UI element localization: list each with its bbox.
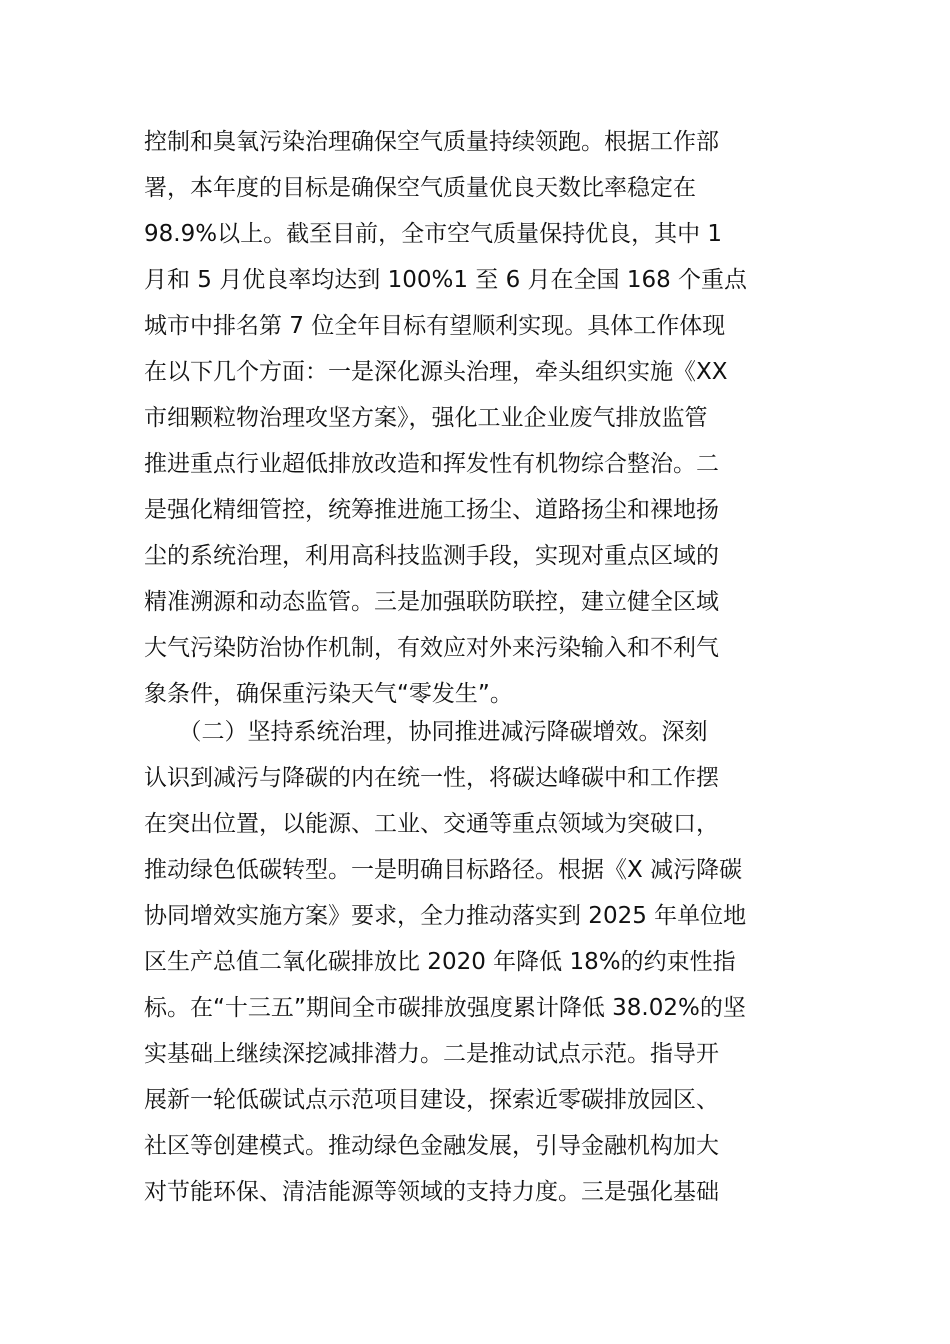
text-line: 大气污染防治协作机制，有效应对外来污染输入和不利气 [144, 635, 719, 661]
text-line: 市细颗粒物治理攻坚方案》，强化工业企业废气排放监管 [144, 405, 708, 431]
section-heading-line: （二）坚持系统治理，协同推进减污降碳增效。深刻 [144, 719, 708, 745]
text-line: 城市中排名第 7 位全年目标有望顺利实现。具体工作体现 [144, 313, 726, 339]
text-line: 推进重点行业超低排放改造和挥发性有机物综合整治。二 [144, 451, 719, 477]
text-line: 在突出位置，以能源、工业、交通等重点领域为突破口， [144, 811, 719, 837]
paragraph-air-quality [144, 119, 814, 717]
text-line: 月和 5 月优良率均达到 100%1 至 6 月在全国 168 个重点 [144, 267, 748, 293]
text-line: 是强化精细管控，统筹推进施工扬尘、道路扬尘和裸地扬 [144, 497, 719, 523]
text-line: 精准溯源和动态监管。三是加强联防联控，建立健全区域 [144, 589, 719, 615]
paragraph-carbon-reduction [144, 709, 814, 1215]
text-line: 对节能环保、清洁能源等领域的支持力度。三是强化基础 [144, 1179, 719, 1205]
text-line: 区生产总值二氧化碳排放比 2020 年降低 18%的约束性指 [144, 949, 736, 975]
text-line: 尘的系统治理，利用高科技监测手段，实现对重点区域的 [144, 543, 719, 569]
text-line: 控制和臭氧污染治理确保空气质量持续领跑。根据工作部 [144, 129, 719, 155]
text-line: 推动绿色低碳转型。一是明确目标路径。根据《X 减污降碳 [144, 857, 743, 883]
text-line: 象条件，确保重污染天气“零发生”。 [144, 681, 513, 707]
text-line: 展新一轮低碳试点示范项目建设，探索近零碳排放园区、 [144, 1087, 719, 1113]
text-line: 在以下几个方面：一是深化源头治理，牵头组织实施《XX [144, 359, 728, 385]
text-line: 98.9%以上。截至目前，全市空气质量保持优良，其中 1 [144, 221, 723, 247]
text-line: 标。在“十三五”期间全市碳排放强度累计降低 38.02%的坚 [144, 995, 746, 1021]
text-line: 社区等创建模式。推动绿色金融发展，引导金融机构加大 [144, 1133, 719, 1159]
text-line: 认识到减污与降碳的内在统一性，将碳达峰碳中和工作摆 [144, 765, 719, 791]
text-line: 署，本年度的目标是确保空气质量优良天数比率稳定在 [144, 175, 696, 201]
text-line: 协同增效实施方案》要求，全力推动落实到 2025 年单位地 [144, 903, 747, 929]
text-line: 实基础上继续深挖减排潜力。二是推动试点示范。指导开 [144, 1041, 719, 1067]
